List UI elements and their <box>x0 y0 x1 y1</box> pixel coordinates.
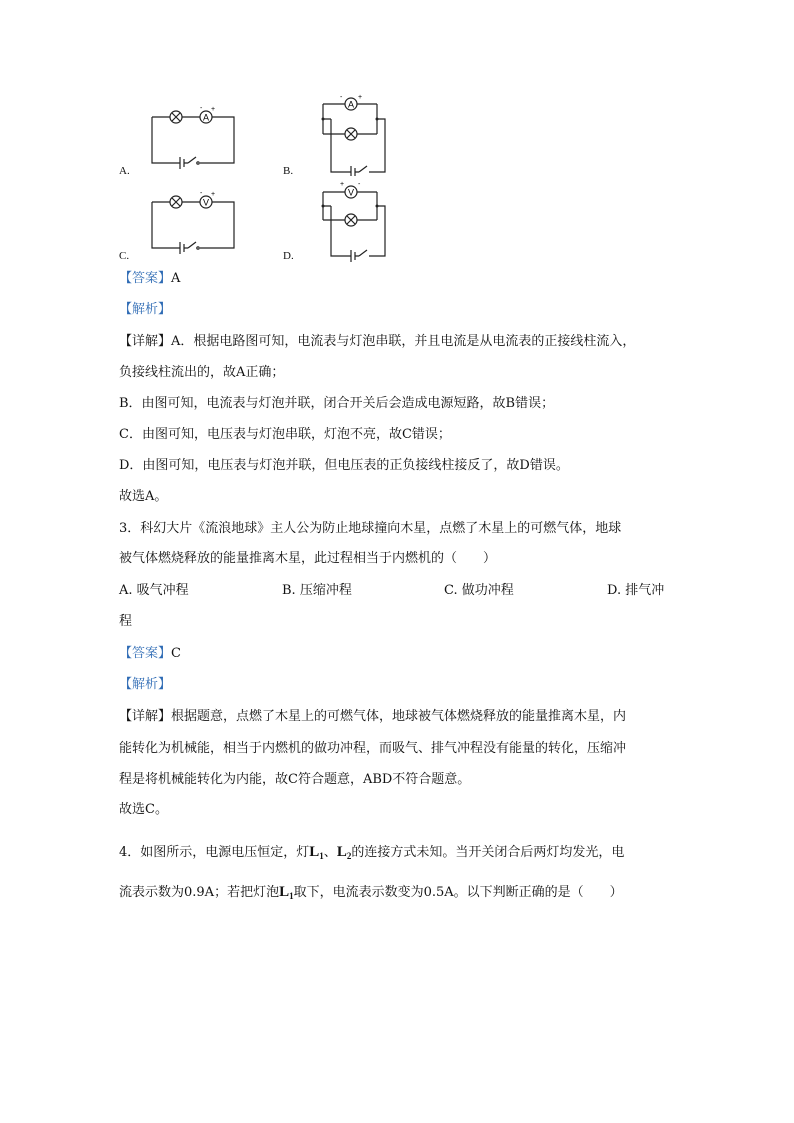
option-text: 做功冲程 <box>461 583 514 598</box>
lamp-subscript: 1 <box>289 891 294 901</box>
answer-tag: 【答案】 <box>119 271 172 286</box>
q3-analysis-tag: 【解析】 <box>119 677 172 692</box>
option-text: 排气冲 <box>625 583 665 598</box>
lamp-l1-symbol <box>279 884 294 900</box>
detail-text: A．根据电路图可知，电流表与灯泡串联，并且电流是从电流表的正接线柱流入， <box>171 334 636 349</box>
option-letter: C. <box>444 583 458 598</box>
q3-option-a <box>119 582 189 600</box>
option-a-label: A. <box>119 165 130 177</box>
svg-text:-: - <box>200 190 203 197</box>
answer-value: C <box>171 646 181 661</box>
q3-detail-line-1 <box>119 708 626 726</box>
circuit-diagram-c <box>148 190 240 256</box>
lamp-l1-symbol <box>309 844 324 860</box>
lamp-subscript: 1 <box>319 851 324 861</box>
q4-stem-line-2 <box>119 883 623 905</box>
answer-value: A <box>171 271 181 286</box>
q4-stem-line-1 <box>119 843 624 865</box>
q2-conclusion: 故选A。 <box>119 489 168 504</box>
q3-option-d-wrap: 程 <box>119 614 133 629</box>
q3-option-b <box>282 582 352 600</box>
option-text: 压缩冲程 <box>299 583 352 598</box>
voltmeter-label-d: V <box>347 187 355 198</box>
stem-text: 4．如图所示，电源电压恒定，灯 <box>119 845 310 860</box>
q3-detail-line-2: 能转化为机械能，相当于内燃机的做功冲程，而吸气、排气冲程没有能量的转化，压缩冲 <box>119 741 627 756</box>
q2-detail-line-4: C．由图可知，电压表与灯泡串联，灯泡不亮，故C错误； <box>119 427 451 442</box>
svg-text:+: + <box>340 181 345 188</box>
lamp-subscript: 2 <box>346 851 352 861</box>
q2-detail-line-2: 负接线柱流出的，故A正确； <box>119 365 285 380</box>
circuit-diagram-a <box>148 105 240 171</box>
svg-text:-: - <box>200 105 203 112</box>
ammeter-label-a: A <box>202 112 210 123</box>
voltmeter-label-c: V <box>202 197 210 208</box>
circuit-diagram-d <box>313 180 393 262</box>
option-letter: A. <box>119 583 133 598</box>
answer-tag: 【答案】 <box>119 646 172 661</box>
detail-text: 根据题意，点燃了木星上的可燃气体，地球被气体燃烧释放的能量推离木星，内 <box>171 709 627 724</box>
option-letter: B. <box>282 583 296 598</box>
detail-tag: 【详解】 <box>119 709 172 724</box>
option-d-label: D. <box>283 250 294 262</box>
option-b-label: B. <box>283 165 294 177</box>
svg-text:+: + <box>358 94 363 101</box>
q3-option-d <box>607 582 664 600</box>
q2-analysis-tag: 【解析】 <box>119 302 172 317</box>
option-letter: D. <box>607 583 622 598</box>
q3-option-c <box>444 582 514 600</box>
detail-tag: 【详解】 <box>119 334 172 349</box>
stem-text: 流表示数为0.9A；若把灯泡 <box>119 885 280 900</box>
option-c-label: C. <box>119 250 130 262</box>
svg-text:+: + <box>211 106 216 113</box>
q3-conclusion: 故选C。 <box>119 802 168 817</box>
lamp-letter: L <box>279 884 290 900</box>
q2-answer <box>119 270 180 288</box>
q3-stem-line-2: 被气体燃烧释放的能量推离木星，此过程相当于内燃机的（ ） <box>119 551 497 566</box>
stem-text: 取下，电流表示数变为0.5A。以下判断正确的是（ ） <box>293 885 623 900</box>
lamp-letter: L <box>336 844 347 860</box>
q3-detail-line-3: 程是将机械能转化为内能，故C符合题意，ABD不符合题意。 <box>119 772 471 787</box>
q2-detail-line-5: D．由图可知，电压表与灯泡并联，但电压表的正负接线柱接反了，故D错误。 <box>119 458 569 473</box>
stem-text: 的连接方式未知。当开关闭合后两灯均发光，电 <box>351 845 625 860</box>
ammeter-label-b: A <box>347 99 355 110</box>
lamp-l2-symbol <box>337 844 352 860</box>
svg-text:-: - <box>340 94 343 101</box>
option-text: 吸气冲程 <box>136 583 189 598</box>
circuit-diagram-b <box>313 94 393 176</box>
svg-text:-: - <box>358 181 361 188</box>
lamp-letter: L <box>309 844 320 860</box>
q2-detail-line-3: B．由图可知，电流表与灯泡并联，闭合开关后会造成电源短路，故B错误； <box>119 396 555 411</box>
svg-text:+: + <box>211 191 216 198</box>
q3-answer <box>119 645 181 663</box>
q3-stem-line-1: 3．科幻大片《流浪地球》主人公为防止地球撞向木星，点燃了木星上的可燃气体，地球 <box>119 521 622 536</box>
q2-detail-line-1 <box>119 333 635 351</box>
separator: 、 <box>323 845 337 860</box>
